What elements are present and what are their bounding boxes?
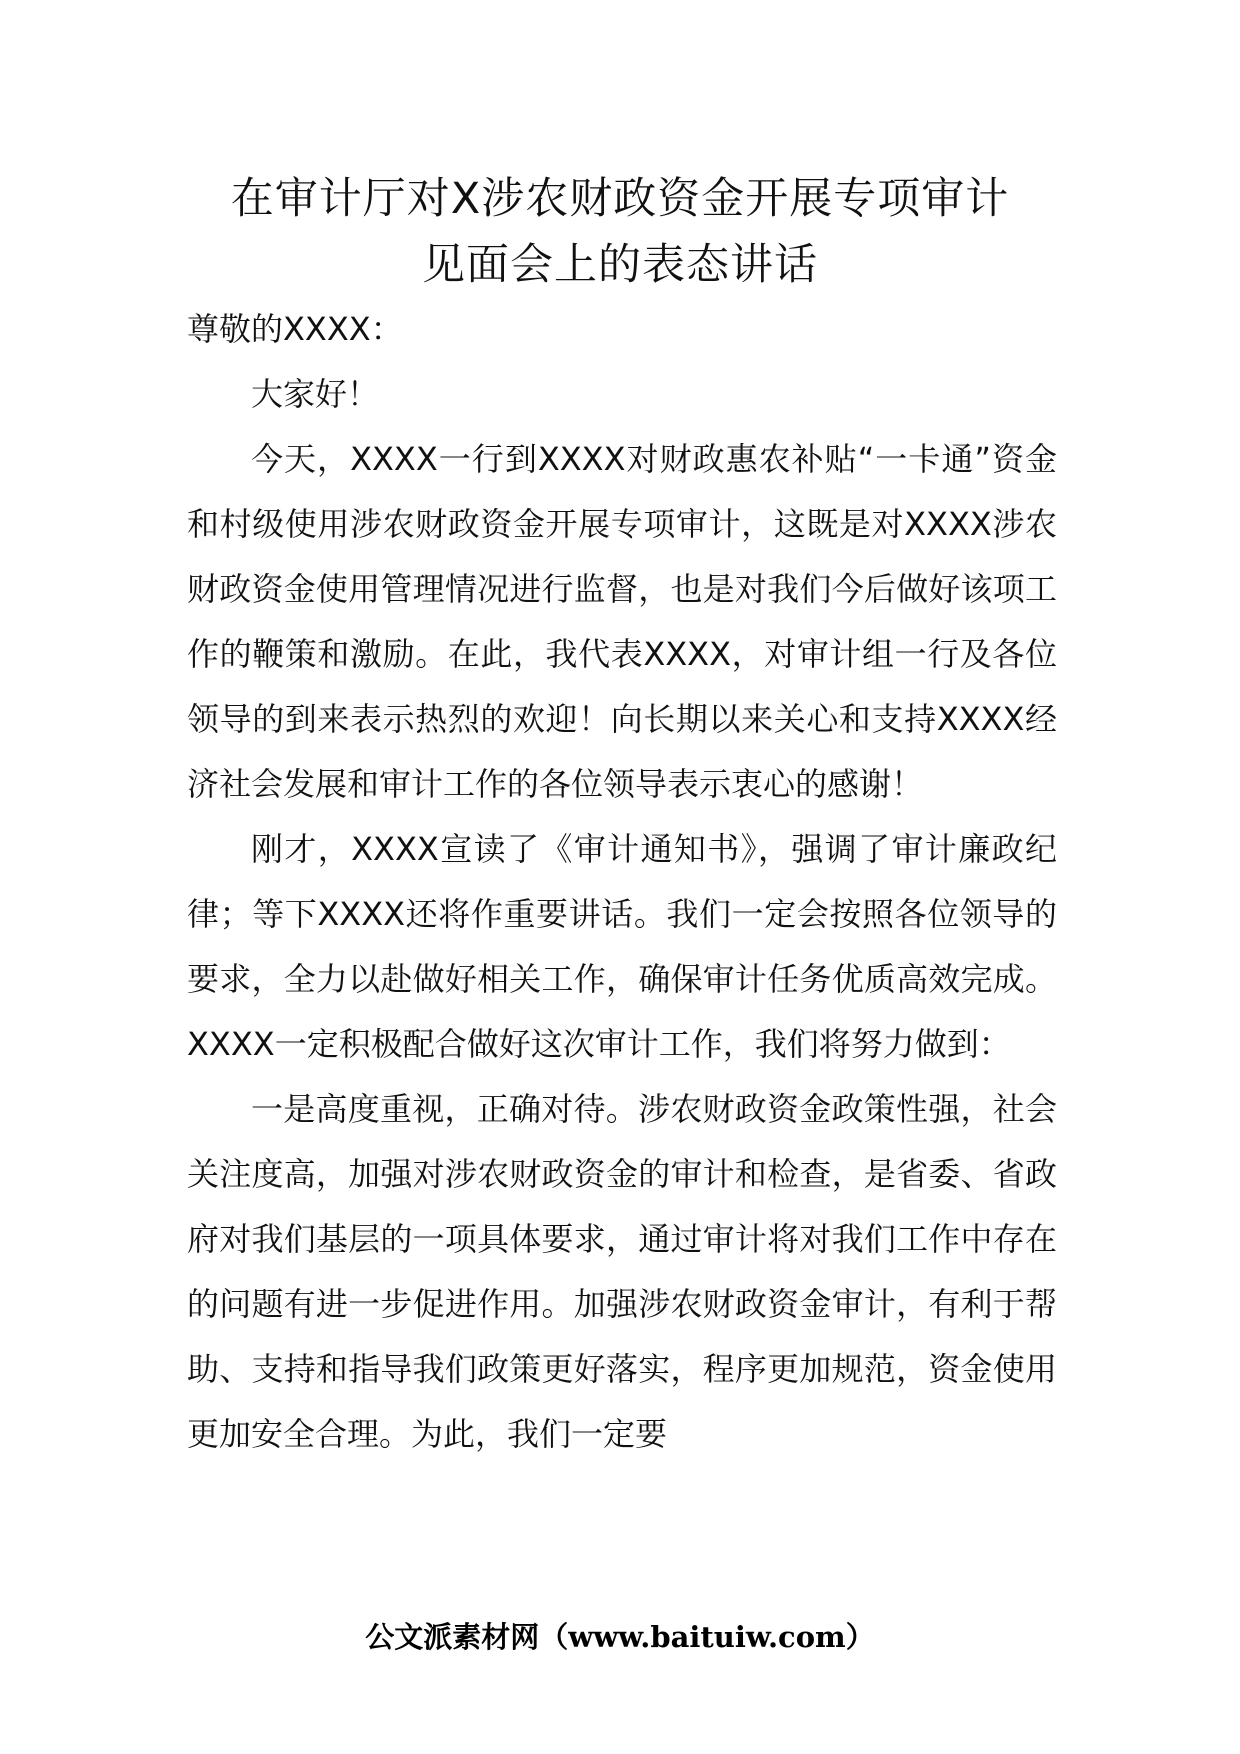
paragraph-welcome: 今天，XXXX一行到XXXX对财政惠农补贴“一卡通”资金和村级使用涉农财政资金开展专项审计，这既是对XXXX涉农财政资金使用管理情况进行监督，也是对我们今后做好该项工作的鞭策和激励。在此，我代表XXXX，对审计组一行及各位领导的到来表示热烈的欢迎！向长期以来关心和支持XXXX经济社会发展和审计工作的各位领导表示衷心的感谢！: [187, 440, 1057, 803]
paragraph-point-one: 一是高度重视，正确对待。涉农财政资金政策性强，社会关注度高，加强对涉农财政资金的审计和检查，是省委、省政府对我们基层的一项具体要求，通过审计将对我们工作中存在的问题有进一步促进作用。加强涉农财政资金审计，有利于帮助、支持和指导我们政策更好落实，程序更加规范，资金使用更加安全合理。为此，我们一定要: [187, 1090, 1057, 1453]
document-body: [187, 297, 1057, 1467]
paragraph-greeting: 大家好！: [251, 375, 380, 413]
paragraph-commitment: 刚才，XXXX宣读了《审计通知书》，强调了审计廉政纪律；等下XXXX还将作重要讲话。我们一定会按照各位领导的要求，全力以赴做好相关工作，确保审计任务优质高效完成。XXXX一定积极配合做好这次审计工作，我们将努力做到：: [187, 830, 1057, 1063]
document-title-line-2: 见面会上的表态讲话: [422, 240, 818, 290]
document-title-line-1: 在审计厅对X涉农财政资金开展专项审计: [230, 174, 1010, 224]
salutation: 尊敬的XXXX：: [187, 310, 403, 348]
source-watermark: 公文派素材网（www.baituiw.com）: [365, 1620, 875, 1654]
